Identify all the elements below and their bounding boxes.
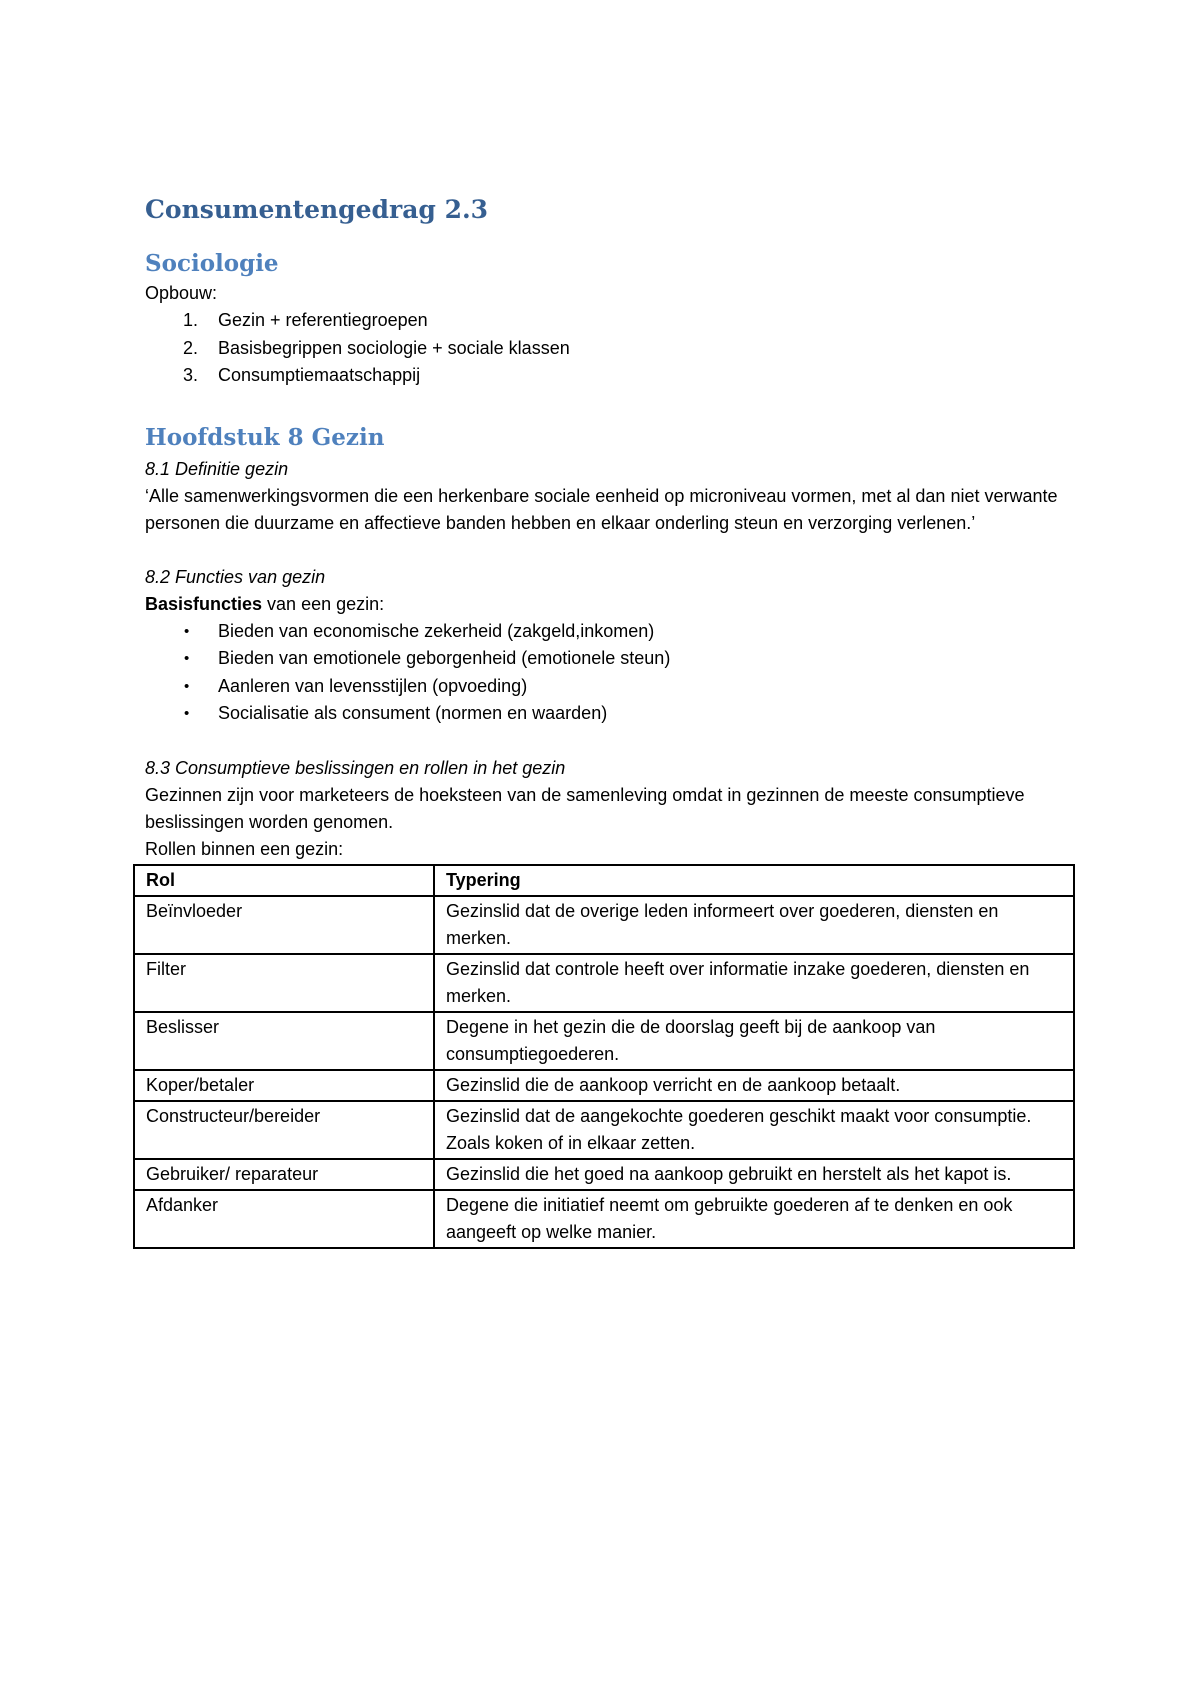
typering-cell: Gezinslid dat de aangekochte goederen geschikt maakt voor consumptie. Zoals koken of in elkaar zetten. xyxy=(434,1101,1074,1159)
decisions-paragraph: Gezinnen zijn voor marketeers de hoeksteen van de samenleving omdat in gezinnen de meeste consumptieve beslissingen worden genomen. xyxy=(145,784,1025,832)
bullet-icon: • xyxy=(184,705,190,722)
bullet-icon: • xyxy=(184,677,190,695)
functions-list xyxy=(145,618,1075,728)
list-number: 1. xyxy=(183,310,199,330)
subheading-8-1: 8.1 Definitie gezin xyxy=(145,458,289,479)
spacer xyxy=(145,537,1075,564)
list-item-text: Basisbegrippen sociologie + sociale klassen xyxy=(218,337,570,358)
list-item-text: Bieden van economische zekerheid (zakgeld,inkomen) xyxy=(218,620,655,641)
table-row xyxy=(134,1190,1074,1248)
list-number: 2. xyxy=(183,337,199,358)
typering-cell: Gezinslid die het goed na aankoop gebruikt en herstelt als het kapot is. xyxy=(434,1159,1074,1190)
table-header-row xyxy=(134,865,1074,896)
bullet-icon: • xyxy=(184,650,190,667)
list-item xyxy=(145,673,1075,701)
chapter-heading: Hoofdstuk 8 Gezin xyxy=(145,423,385,451)
functions-intro xyxy=(145,591,1075,618)
list-item-text: Bieden van emotionele geborgenheid (emotionele steun) xyxy=(218,648,671,668)
role-cell: Beïnvloeder xyxy=(134,896,434,954)
subheading-8-2: 8.2 Functies van gezin xyxy=(145,566,326,587)
table-row xyxy=(134,1159,1074,1190)
list-item-text: Socialisatie als consument (normen en waarden) xyxy=(218,703,608,723)
table-row xyxy=(134,1012,1074,1070)
definition-paragraph: ‘Alle samenwerkingsvormen die een herkenbare sociale eenheid op microniveau vormen, met al dan niet verwante personen die duurzame en affectieve banden hebben en elkaar onderling steun en verzorging verlenen.’ xyxy=(145,485,1058,533)
list-item xyxy=(145,362,1075,390)
table-intro: Rollen binnen een gezin: xyxy=(145,838,344,859)
subheading-8-3: 8.3 Consumptieve beslissingen en rollen in het gezin xyxy=(145,757,566,778)
document-page xyxy=(145,192,1075,1249)
functions-intro-rest: van een gezin: xyxy=(262,593,385,614)
list-item-text: Consumptiemaatschappij xyxy=(218,365,421,385)
list-item xyxy=(145,645,1075,673)
bullet-icon: • xyxy=(184,622,190,640)
typering-cell: Degene in het gezin die de doorslag geeft bij de aankoop van consumptiegoederen. xyxy=(434,1012,1074,1070)
role-cell: Beslisser xyxy=(134,1012,434,1070)
document-title: Consumentengedrag 2.3 xyxy=(145,195,489,224)
typering-cell: Degene die initiatief neemt om gebruikte goederen af te denken en ook aangeeft op welke manier. xyxy=(434,1190,1074,1248)
outline-list xyxy=(145,307,1075,390)
outline-label: Opbouw: xyxy=(145,283,218,303)
role-cell: Constructeur/bereider xyxy=(134,1101,434,1159)
typering-cell: Gezinslid dat controle heeft over informatie inzake goederen, diensten en merken. xyxy=(434,954,1074,1012)
typering-cell: Gezinslid dat de overige leden informeert over goederen, diensten en merken. xyxy=(434,896,1074,954)
column-header-role: Rol xyxy=(134,865,434,896)
typering-cell: Gezinslid die de aankoop verricht en de aankoop betaalt. xyxy=(434,1070,1074,1101)
list-item-text: Gezin + referentiegroepen xyxy=(218,310,428,330)
role-cell: Koper/betaler xyxy=(134,1070,434,1101)
list-item xyxy=(145,307,1075,335)
roles-table xyxy=(133,864,1075,1249)
table-row xyxy=(134,896,1074,954)
functions-intro-bold: Basisfuncties xyxy=(145,593,263,614)
table-row xyxy=(134,954,1074,1012)
column-header-typering: Typering xyxy=(434,865,1074,896)
list-item xyxy=(145,700,1075,728)
list-item-text: Aanleren van levensstijlen (opvoeding) xyxy=(218,675,528,696)
role-cell: Gebruiker/ reparateur xyxy=(134,1159,434,1190)
role-cell: Filter xyxy=(134,954,434,1012)
list-item xyxy=(145,618,1075,646)
list-item xyxy=(145,335,1075,363)
list-number: 3. xyxy=(183,365,199,385)
section-heading: Sociologie xyxy=(145,250,279,277)
table-row xyxy=(134,1070,1074,1101)
role-cell: Afdanker xyxy=(134,1190,434,1248)
table-row xyxy=(134,1101,1074,1159)
spacer xyxy=(145,728,1075,755)
